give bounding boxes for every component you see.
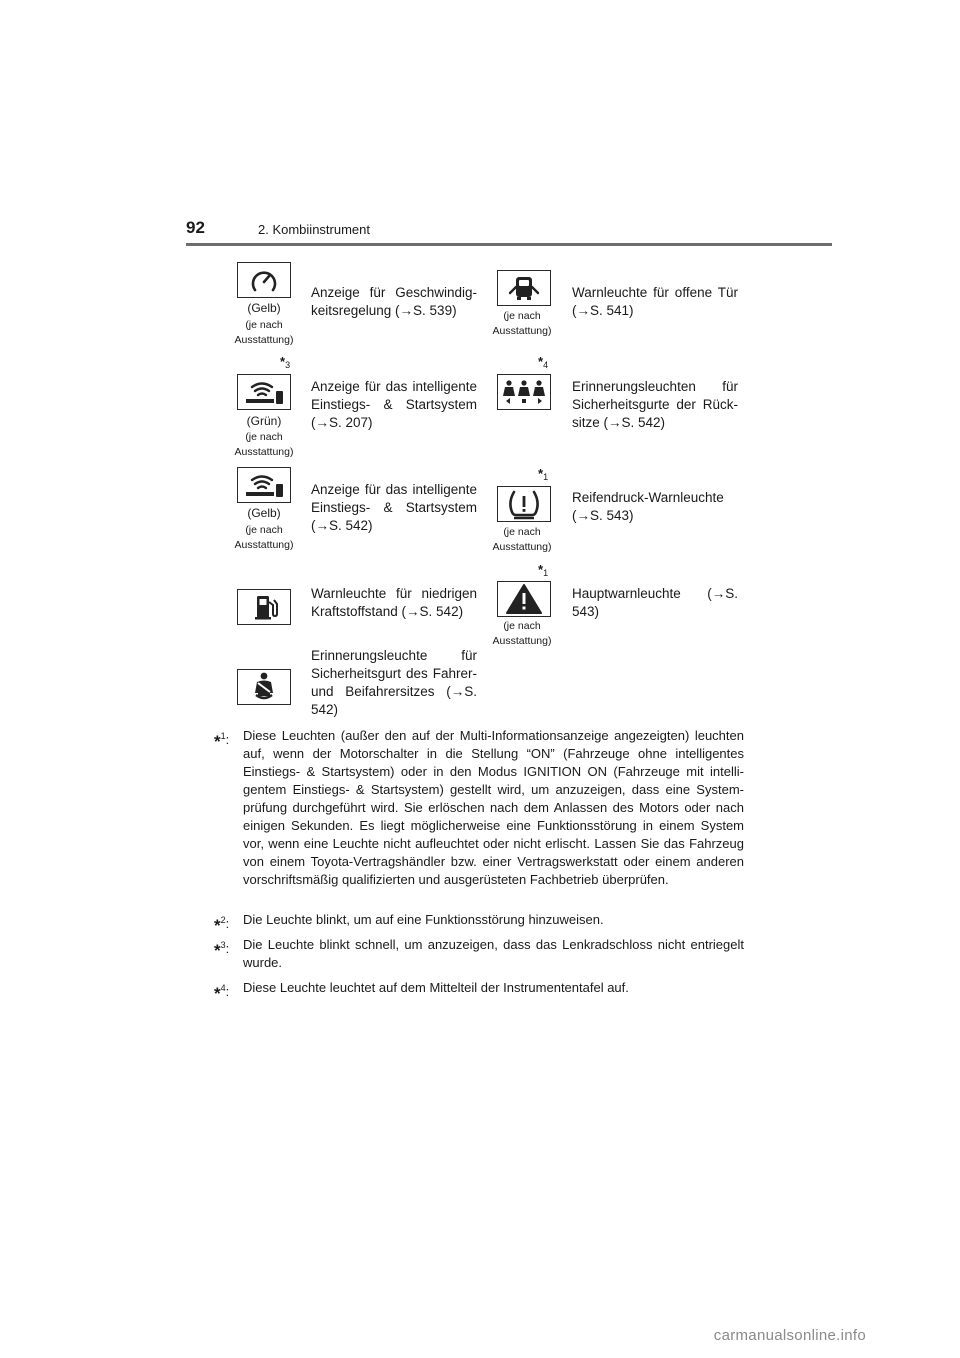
availability-line: Ausstattung) [492,541,552,553]
footnote-ref: $*_4$ [538,354,549,370]
indicator-description: Warnleuchte für offene Tür (→S. 541) [572,285,738,318]
footnote-mark: *$^1$: [214,731,230,751]
open-door-icon [497,270,551,306]
availability-line: (je nach [503,310,541,322]
availability-line: Ausstattung) [234,446,294,458]
availability-line: Ausstattung) [492,635,552,647]
indicator-description: Warnleuchte für niedrigen Kraftstoffstand (→S. 542) [311,586,477,619]
footnote-text: Diese Leuchte leuchtet auf dem Mittelteil der Instrumententafel auf. [243,980,629,995]
rear-seatbelt-icon [497,374,551,410]
availability-line: Ausstattung) [492,325,552,337]
indicator-description: Hauptwarnleuchte (→S. 543) [572,586,738,619]
footnote-ref: $*_1$ [538,466,549,482]
availability-line: (je nach [245,524,283,536]
master-warning-icon [497,581,551,617]
smart-entry-icon [237,374,291,410]
section-title: 2. Kombiinstrument [258,222,370,237]
footnote-ref: $*_3$ [280,354,291,370]
footnote-mark: *$^4$: [214,983,230,1003]
availability-line: Ausstattung) [234,334,294,346]
header-rule [186,243,832,246]
indicator-description: Erinnerungsleuchte für Sicherheitsgurt des Fahrer- und Beifahrersitzes (→S. 542) [311,648,477,717]
footnote-text: Diese Leuchten (außer den auf der Multi-Informationsanzeige angezeigten) leuchten auf, wenn der Motorschalter in die Stellung “ON” (Fahrzeuge ohne intelligentes Einstiegs- & Startsystem) oder in den Modus IGNITION ON (Fahrzeuge mit intelligentem Einstiegs- & Startsystem) gestellt wird, um anzuzeigen, dass eine Systemprüfung durchgeführt wird. Sie erlöschen nach dem Anlassen des Motors oder nach einigen Sekunden. Es liegt möglicherweise eine Funktionsstörung in einem System vor, wenn eine Leuchte nicht aufleuchtet oder nicht erlischt. Lassen Sie das Fahrzeug von einem Toyota-Vertragshändler bzw. einer Vertragswerkstatt oder einem anderen vorschriftsmäßig qualifizierten und ausgerüsteten Fachbetrieb überprüfen. [243,728,744,887]
page-number: 92 [186,218,205,237]
watermark[interactable]: carmanualsonline.info [713,1327,866,1344]
availability-line: (je nach [503,526,541,538]
color-label: (Grün) [246,414,282,428]
indicator-description: Anzeige für das intelligente Einstiegs- & Startsystem (→S. 207) [311,379,477,430]
seatbelt-icon [237,669,291,705]
smart-entry-icon [237,467,291,503]
footnote [214,727,744,889]
footnote-mark: *$^2$: [214,915,230,935]
color-label: (Gelb) [247,506,281,520]
footnote-mark: *$^3$: [214,940,230,960]
footnote [214,936,744,972]
footnote-ref: $*_1$ [538,562,549,578]
footnote-text: Die Leuchte blinkt schnell, um anzuzeigen, dass das Lenkradschloss nicht entriegelt wurde. [243,937,744,970]
availability-line: (je nach [245,319,283,331]
indicator-description: Anzeige für Geschwindigkeitsregelung (→S. 539) [311,285,477,318]
indicator-description: Erinnerungsleuchten für Sicherheitsgurte der Rücksitze (→S. 542) [572,379,738,430]
indicator-description: Reifendruck-Warnleuchte (→S. 543) [572,490,724,523]
indicator-description: Anzeige für das intelligente Einstiegs- & Startsystem (→S. 542) [311,482,477,533]
footnote [214,979,744,1003]
availability-line: Ausstattung) [234,539,294,551]
availability-line: (je nach [245,431,283,443]
speedometer-icon [237,262,291,298]
footnote-text: Die Leuchte blinkt, um auf eine Funktionsstörung hinzuweisen. [243,912,604,927]
color-label: (Gelb) [247,301,281,315]
footnote [214,911,744,935]
availability-line: (je nach [503,620,541,632]
fuel-pump-icon [237,589,291,625]
tire-pressure-icon [497,486,551,522]
